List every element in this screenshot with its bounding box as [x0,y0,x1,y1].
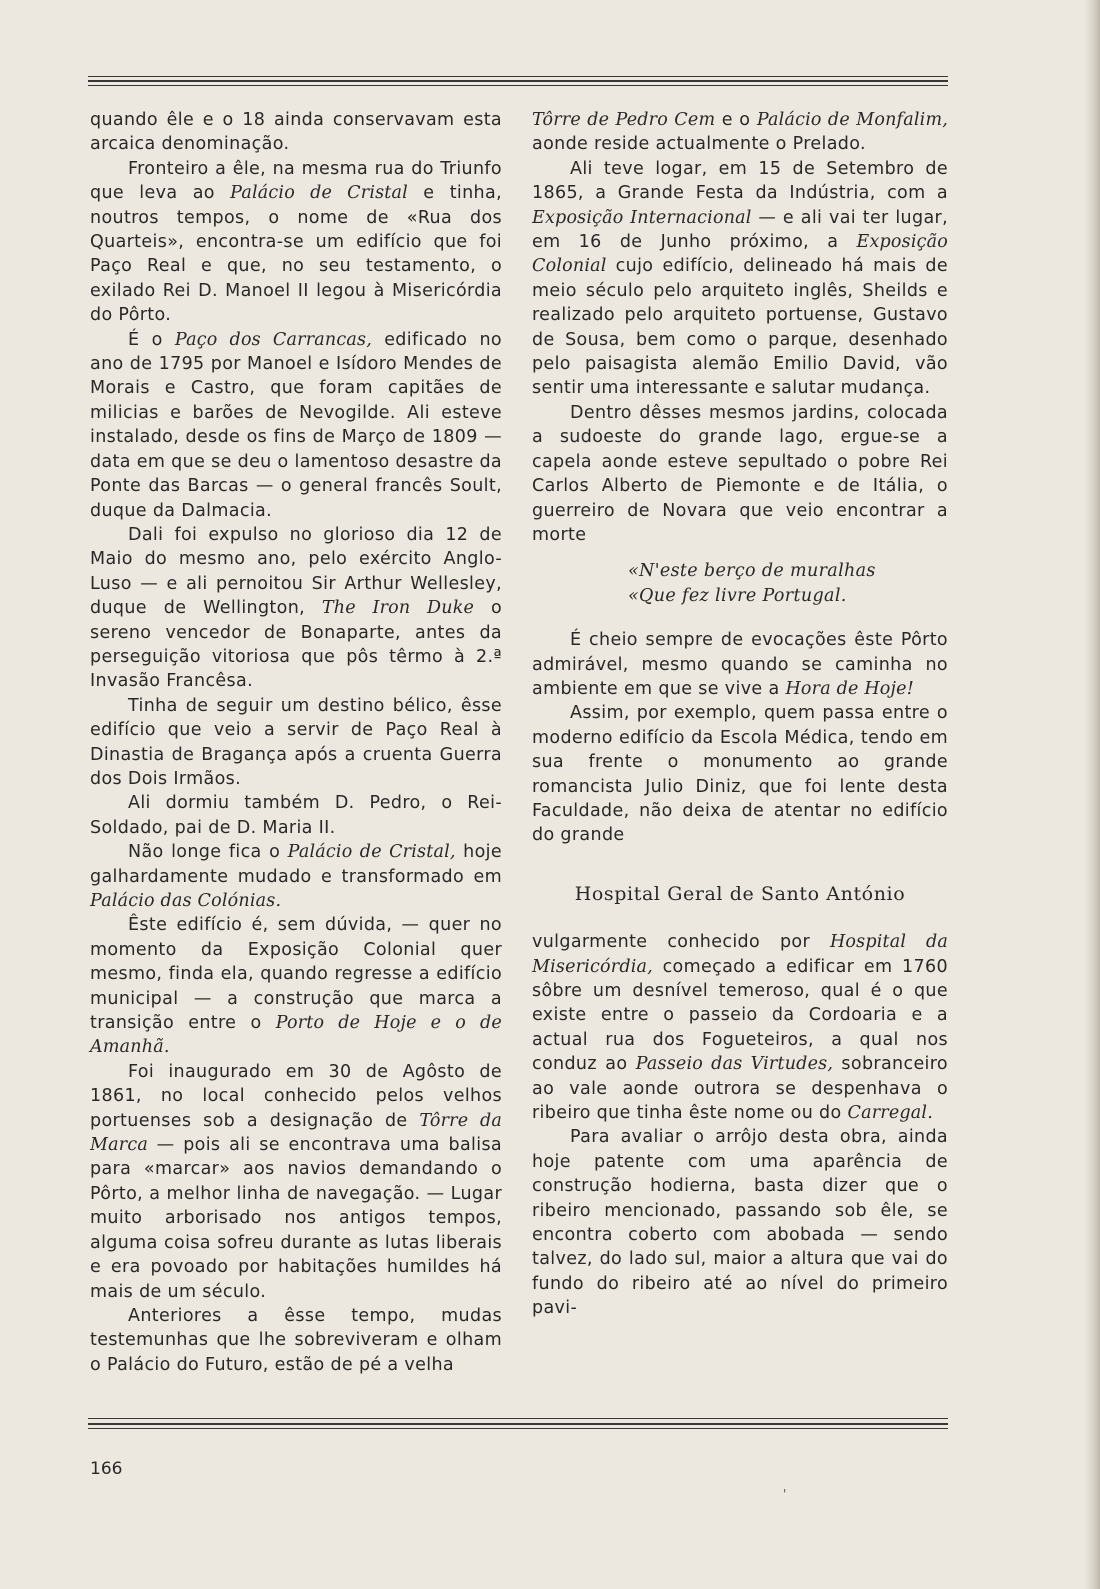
text-run: Anteriores a êsse tempo, mudas testemunhas que lhe sobreviveram e olham o Palácio do Futuro, estão de pé a velha [90,1305,502,1375]
text-run: Assim, por exemplo, quem passa entre o moderno edifício da Escola Médica, tendo em sua frente o monumento ao grande romancista Julio Diniz, que foi lente desta Faculdade, não deixa de atentar no edifício do grande [532,703,948,846]
text-run: Não longe fica o [128,842,288,863]
italic-run: Palácio de Cristal [230,183,408,204]
text-run: Fronteiro a êle, na mesma rua do Triunfo que leva ao [90,158,502,204]
text-run: Dentro dêsses mesmos jardins, colocada a sudoeste do grande lago, ergue-se a capela aonde esteve sepultado o pobre Rei Carlos Alberto de Piemonte e de Itália, o guerreiro de Novara que veio encontrar a morte [532,402,948,545]
text-run: sobranceiro ao vale aonde outrora se despenhava o ribeiro que tinha êste nome ou do [532,1054,948,1124]
paragraph [532,930,948,1125]
verse-line: «Que fez livre Portugal. [628,585,847,606]
italic-run: Tôrre de Pedro Cem [532,110,716,130]
italic-run: Paço dos Carrancas, [174,329,372,350]
text-run: cujo edifício, delineado há mais de meio século pelo arquiteto inglês, Sheilds e realizado pelo arquiteto portuense, Gustavo de Sousa, bem como o parque, desenhado pelo paisagista alemão Emilio David, vão sentir uma interessante e salutar mudança. [532,256,948,399]
paragraph [532,157,948,401]
right-column-top [532,108,948,547]
paragraph [90,108,502,157]
page-spine-shadow [1084,0,1100,1589]
bottom-rule-thin [88,1418,948,1419]
italic-run: Hospital da Misericórdia, [532,932,948,977]
verse-quote [628,559,948,608]
paragraph [90,694,502,792]
page-number: 166 [90,1459,123,1479]
paragraph [90,1060,502,1304]
text-run: e tinha, noutros tempos, o nome de «Rua dos Quarteis», encontra-se um edifício que foi Paço Real e que, no seu testamento, o exilado Rei D. Manoel II legou à Misericórdia do Pôrto. [90,183,502,326]
paragraph [90,791,502,840]
paragraph [532,401,948,547]
italic-run: Palácio de Cristal, [287,842,456,863]
italic-run: Tôrre da Marca [90,1110,502,1156]
right-column-middle [532,628,948,848]
left-column [90,108,502,1377]
text-run: Foi inaugurado em 30 de Agôsto de 1861, no local conhecido pelos velhos portuenses sob a designação de [90,1061,502,1131]
text-run: É cheio sempre de evocações êste Pôrto admirável, mesmo quando se caminha no ambiente em que se vive a [532,630,948,699]
text-run: É o [128,329,175,350]
text-run: Êste edifício é, sem dúvida, — quer no momento da Exposição Colonial quer mesmo, finda ela, quando regresse a edifício municipal — a construção que marca a transição entre o [90,915,502,1034]
top-rule [88,80,948,82]
italic-run: Passeio das Virtudes, [635,1054,834,1075]
paragraph [532,108,948,157]
text-run: Ali teve logar, em 15 de Setembro de 1865, a Grande Festa da Indústria, com a [532,158,948,204]
text-run: Tinha de seguir um destino bélico, êsse edifício que veio a servir de Paço Real à Dinastia de Bragança após a cruenta Guerra dos Dois Irmãos. [90,695,502,789]
italic-run: Palácio das Colónias. [90,891,282,911]
paragraph [532,701,948,847]
text-run: hoje galhardamente mudado e transformado em [90,842,502,887]
paragraph [532,1125,948,1320]
italic-run: Carregal. [847,1103,933,1124]
text-run: quando êle e o 18 ainda conservavam esta arcaica denominação. [90,110,502,155]
paragraph [532,628,948,701]
text-run: Dali foi expulso no glorioso dia 12 de Maio do mesmo ano, pelo exército Anglo-Luso — e ali pernoitou Sir Arthur Wellesley, duque de Wellington, [90,524,502,619]
right-column-bottom [532,930,948,1321]
verse-line: «N'este berço de muralhas [628,561,876,582]
italic-run: Exposição Internacional [532,207,752,228]
right-column [532,108,948,1321]
top-rule-thin [88,76,948,77]
text-run: Para avaliar o arrôjo desta obra, ainda hoje patente com uma aparência de construção hodierna, basta dizer que o ribeiro mencionado, passando sob êle, se encontra coberto com abobada — sendo talvez, do lado sul, maior a altura que vai do fundo do ribeiro até ao nível do primeiro pavi- [532,1127,948,1319]
text-run: — e ali vai ter lugar, em 16 de Junho próximo, a [532,207,948,253]
text-run: vulgarmente conhecido por [532,932,830,953]
text-run: o sereno vencedor de Bonaparte, antes da perseguição vitoriosa que pôs têrmo à 2.ª Invasão Francêsa. [90,598,502,692]
paragraph [90,913,502,1059]
italic-run: Exposição Colonial [532,232,948,277]
paragraph [90,523,502,694]
italic-run: The Iron Duke [321,598,475,619]
bottom-rule [88,1423,948,1425]
text-run: começado a edificar em 1760 sôbre um desnível temeroso, qual é o que existe entre o passeio da Cordoaria e a actual rua dos Fogueteiros, a qual nos conduz ao [532,956,948,1075]
paragraph [90,157,502,328]
text-run: Ali dormiu também D. Pedro, o Rei-Soldado, pai de D. Maria II. [90,793,502,838]
text-run: edificado no ano de 1795 por Manoel e Isídoro Mendes de Morais e Castro, que foram capitães de milicias e barões de Nevogilde. Ali esteve instalado, desde os fins de Março de 1809 — data em que se deu o lamentoso desastre da Ponte das Barcas — o general francês Soult, duque da Dalmacia. [90,329,502,521]
paragraph [90,328,502,523]
text-run: aonde reside actualmente o Prelado. [532,134,866,155]
paragraph [90,1304,502,1377]
section-heading: Hospital Geral de Santo António [574,882,906,905]
top-rule-thin-2 [88,85,948,86]
italic-run: Hora de Hoje! [785,678,914,699]
italic-run: Palácio de Monfalim, [756,110,948,130]
bottom-rule-thin-2 [88,1428,948,1429]
text-run: e o [715,110,757,130]
italic-run: Porto de Hoje e o de Amanhã. [90,1013,502,1058]
text-run: — pois ali se encontrava uma balisa para «marcar» aos navios demandando o Pôrto, a melhor linha de navegação. — Lugar muito arborisado nos antigos tempos, alguma coisa sofreu durante as lutas liberais e era povoado por habitações humildes há mais de um século. [90,1135,502,1302]
paragraph [90,840,502,913]
stray-ink-mark: ' [783,1487,787,1501]
